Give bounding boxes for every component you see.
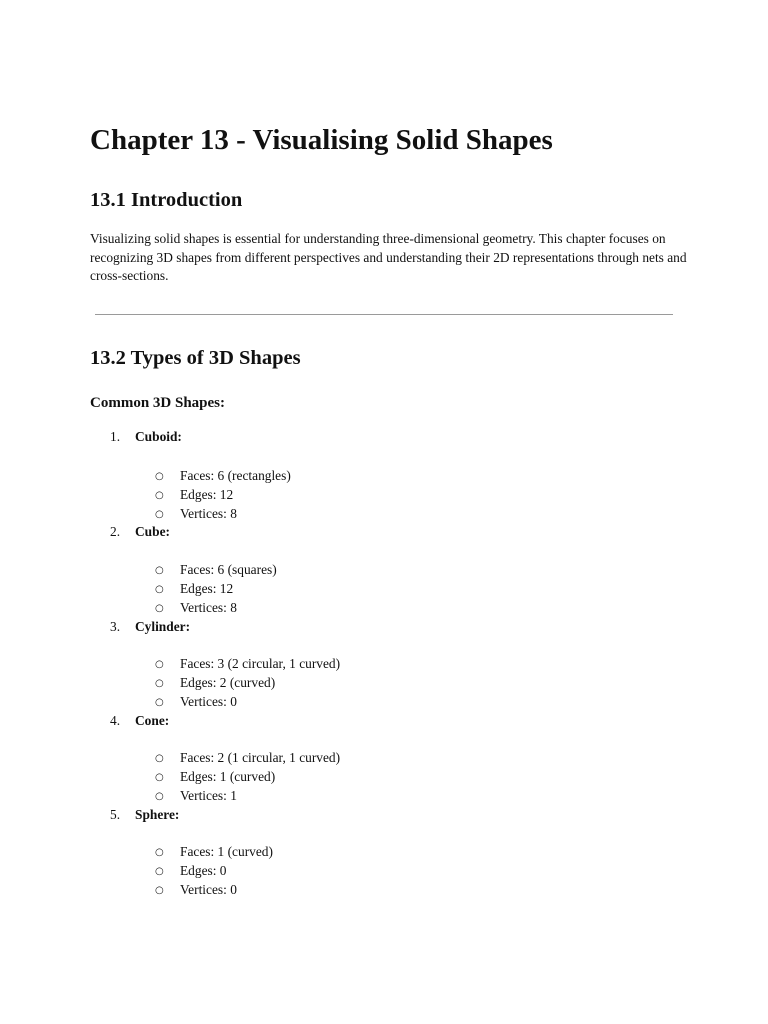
common-shapes-subheading: Common 3D Shapes: xyxy=(90,395,226,411)
hollow-circle-bullet-icon: ○ xyxy=(155,565,164,576)
list-item-cube xyxy=(110,522,170,542)
hollow-circle-bullet-icon: ○ xyxy=(155,659,164,670)
list-number: 3. xyxy=(110,619,121,634)
list-number: 1. xyxy=(110,429,121,444)
chapter-title: Chapter 13 - Visualising Solid Shapes xyxy=(90,124,553,156)
shape-name: Sphere: xyxy=(135,807,180,822)
list-item xyxy=(155,504,237,524)
hollow-circle-bullet-icon: ○ xyxy=(155,490,164,501)
list-item-cone xyxy=(110,711,169,731)
section-heading-types: 13.2 Types of 3D Shapes xyxy=(90,347,301,369)
shape-name: Cuboid: xyxy=(135,429,182,444)
list-item xyxy=(155,880,237,900)
property-text: Vertices: 0 xyxy=(180,694,237,709)
shape-name: Cube: xyxy=(135,524,170,539)
list-number: 5. xyxy=(110,807,121,822)
section-heading-introduction: 13.1 Introduction xyxy=(90,189,243,211)
list-item xyxy=(155,842,273,862)
hollow-circle-bullet-icon: ○ xyxy=(155,471,164,482)
hollow-circle-bullet-icon: ○ xyxy=(155,885,164,896)
hollow-circle-bullet-icon: ○ xyxy=(155,584,164,595)
property-text: Faces: 1 (curved) xyxy=(180,844,273,859)
hollow-circle-bullet-icon: ○ xyxy=(155,791,164,802)
hollow-circle-bullet-icon: ○ xyxy=(155,697,164,708)
list-item xyxy=(155,748,340,768)
property-text: Vertices: 1 xyxy=(180,788,237,803)
property-text: Faces: 3 (2 circular, 1 curved) xyxy=(180,656,341,671)
property-text: Faces: 6 (rectangles) xyxy=(180,468,291,483)
hollow-circle-bullet-icon: ○ xyxy=(155,772,164,783)
list-item xyxy=(155,485,233,505)
property-text: Vertices: 8 xyxy=(180,600,237,615)
list-item xyxy=(155,861,227,881)
introduction-paragraph: Visualizing solid shapes is essential for understanding three-dimensional geometry. This chapter focuses on recognizing 3D shapes from different perspectives and understanding their 2D representations through nets and cross-sections. xyxy=(90,231,687,284)
list-item xyxy=(155,598,237,618)
hollow-circle-bullet-icon: ○ xyxy=(155,847,164,858)
list-item xyxy=(155,767,275,787)
hollow-circle-bullet-icon: ○ xyxy=(155,603,164,614)
list-item-cylinder xyxy=(110,617,190,637)
property-text: Edges: 12 xyxy=(180,581,234,596)
property-text: Edges: 2 (curved) xyxy=(180,675,276,690)
list-item xyxy=(155,560,277,580)
list-item xyxy=(155,692,237,712)
hollow-circle-bullet-icon: ○ xyxy=(155,753,164,764)
list-number: 4. xyxy=(110,713,121,728)
property-text: Edges: 1 (curved) xyxy=(180,769,276,784)
list-item xyxy=(155,786,237,806)
property-text: Faces: 6 (squares) xyxy=(180,562,277,577)
list-item xyxy=(155,579,233,599)
list-number: 2. xyxy=(110,524,121,539)
property-text: Vertices: 8 xyxy=(180,506,237,521)
list-item xyxy=(155,466,291,486)
list-item xyxy=(155,673,275,693)
property-text: Vertices: 0 xyxy=(180,882,237,897)
shape-name: Cone: xyxy=(135,713,170,728)
section-divider xyxy=(95,314,673,315)
property-text: Edges: 12 xyxy=(180,487,234,502)
shape-name: Cylinder: xyxy=(135,619,191,634)
list-item-cuboid xyxy=(110,427,182,447)
hollow-circle-bullet-icon: ○ xyxy=(155,509,164,520)
hollow-circle-bullet-icon: ○ xyxy=(155,866,164,877)
list-item xyxy=(155,654,340,674)
list-item-sphere xyxy=(110,805,179,825)
hollow-circle-bullet-icon: ○ xyxy=(155,678,164,689)
property-text: Faces: 2 (1 circular, 1 curved) xyxy=(180,750,341,765)
property-text: Edges: 0 xyxy=(180,863,227,878)
